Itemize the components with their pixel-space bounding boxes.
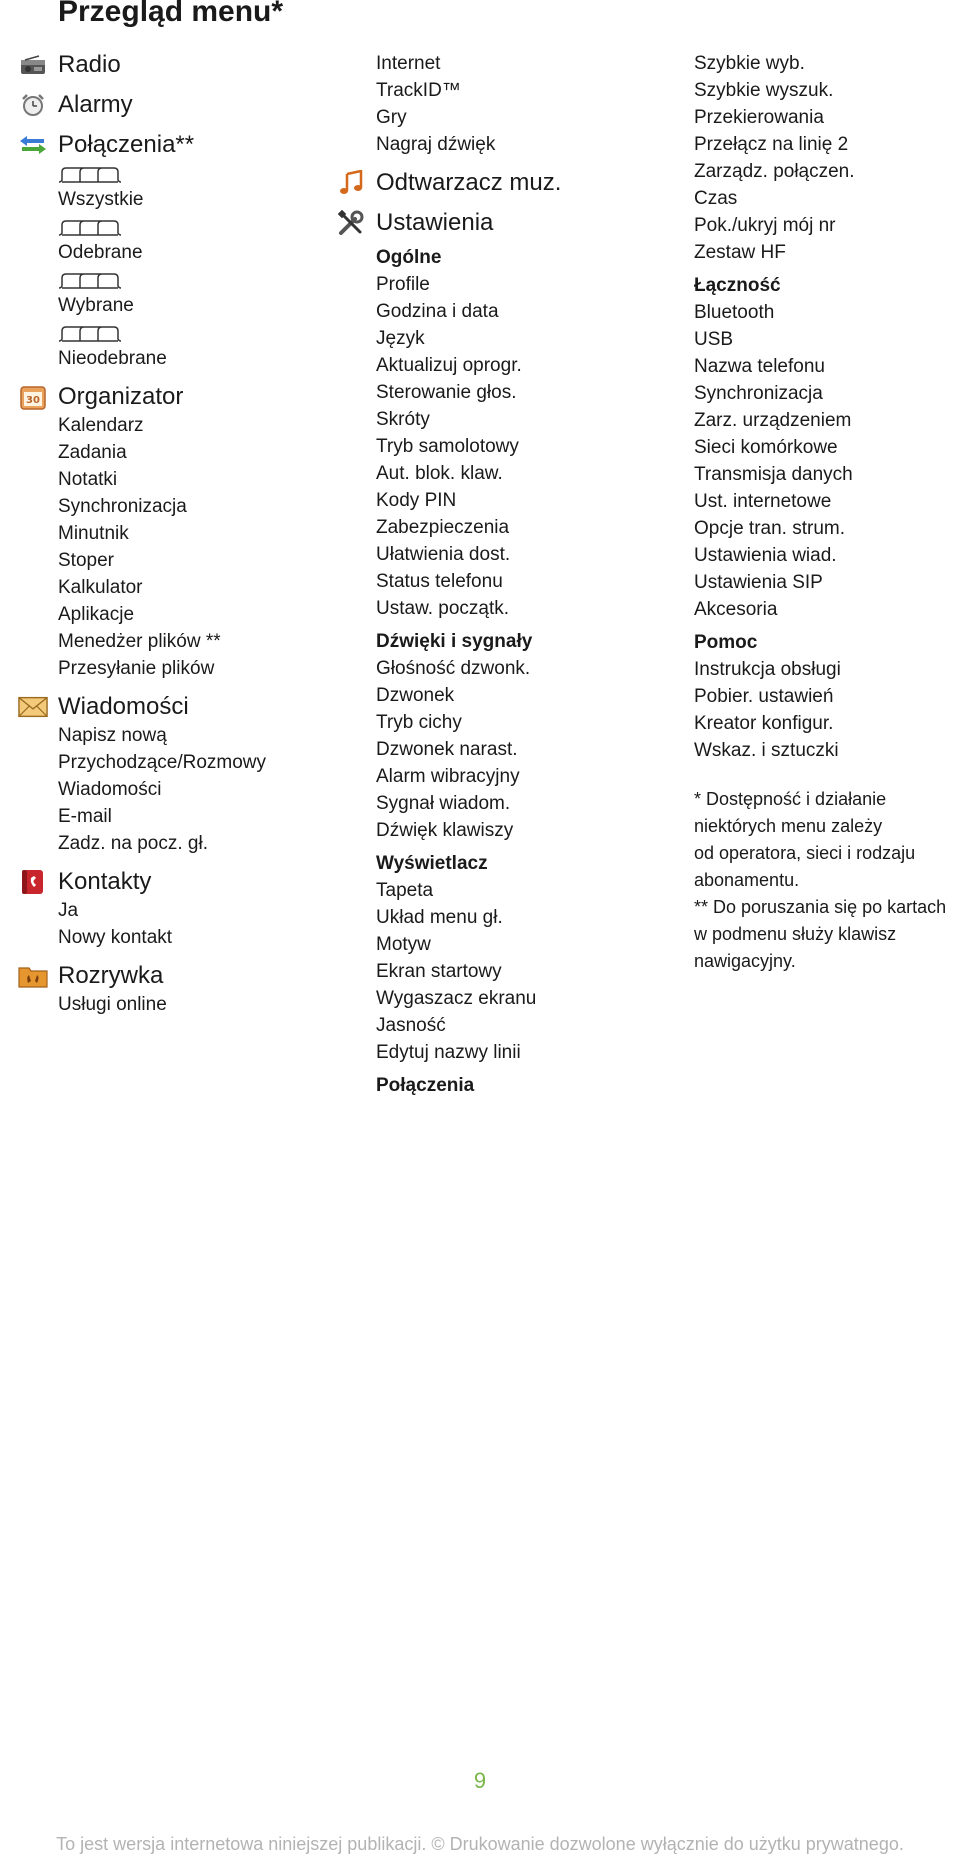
contacts-book-icon xyxy=(18,869,48,895)
messages-item: E-mail xyxy=(58,806,112,827)
music-note-icon xyxy=(336,170,366,196)
sounds-item: Alarm wibracyjny xyxy=(376,766,520,787)
calls-settings-item: Przełącz na linię 2 xyxy=(694,134,849,155)
sounds-item: Dzwonek narast. xyxy=(376,739,518,760)
menu-column-2 xyxy=(376,50,676,1099)
section-settings-title: Ustawienia xyxy=(376,209,494,236)
calls-settings-item: Szybkie wyb. xyxy=(694,53,805,74)
sounds-item: Dźwięk klawiszy xyxy=(376,820,514,841)
general-item: Skróty xyxy=(376,409,430,430)
calls-tab-all: Wszystkie xyxy=(58,189,144,210)
messages-item: Napisz nową xyxy=(58,725,167,746)
section-alarms-title: Alarmy xyxy=(58,91,133,118)
organizer-item: Stoper xyxy=(58,550,114,571)
general-item: Godzina i data xyxy=(376,301,499,322)
calls-settings-item: Pok./ukryj mój nr xyxy=(694,215,836,236)
entertainment-folder-icon xyxy=(18,963,48,989)
subsection-calls: Połączenia xyxy=(376,1075,475,1096)
menu-column-3 xyxy=(694,50,960,975)
contacts-item: Ja xyxy=(58,900,79,921)
connectivity-item: Transmisja danych xyxy=(694,464,853,485)
general-item: Status telefonu xyxy=(376,571,503,592)
display-item: Ekran startowy xyxy=(376,961,502,982)
general-item: Język xyxy=(376,328,425,349)
section-radio-title: Radio xyxy=(58,51,121,78)
organizer-item: Zadania xyxy=(58,442,127,463)
section-radio xyxy=(58,50,358,80)
tools-icon xyxy=(336,210,366,236)
general-item: Aktualizuj oprogr. xyxy=(376,355,522,376)
calls-arrows-icon xyxy=(18,132,48,158)
page-number: 9 xyxy=(473,1768,487,1793)
footnote-line: w podmenu służy klawisz xyxy=(694,924,897,944)
envelope-icon xyxy=(18,694,48,720)
section-messages-title: Wiadomości xyxy=(58,693,189,720)
subsection-general: Ogólne xyxy=(376,247,442,268)
entertainment-item: Gry xyxy=(376,107,407,128)
section-organizer-title: Organizator xyxy=(58,383,184,410)
footnote-line: abonamentu. xyxy=(694,870,800,890)
call-tabs-missed-icon xyxy=(58,325,358,345)
section-music-player xyxy=(376,168,676,198)
display-item: Motyw xyxy=(376,934,431,955)
call-tabs-answered-icon xyxy=(58,219,358,239)
subsection-display: Wyświetlacz xyxy=(376,853,488,874)
sounds-item: Głośność dzwonk. xyxy=(376,658,531,679)
footnote-line: nawigacyjny. xyxy=(694,951,796,971)
general-item: Aut. blok. klaw. xyxy=(376,463,503,484)
calls-settings-item: Szybkie wyszuk. xyxy=(694,80,834,101)
connectivity-item: Synchronizacja xyxy=(694,383,823,404)
display-item: Jasność xyxy=(376,1015,446,1036)
contacts-item: Nowy kontakt xyxy=(58,927,173,948)
calls-settings-item: Zarządz. połączen. xyxy=(694,161,855,182)
footnote-availability xyxy=(694,786,960,975)
connectivity-item: Bluetooth xyxy=(694,302,775,323)
general-item: Zabezpieczenia xyxy=(376,517,510,538)
general-item: Tryb samolotowy xyxy=(376,436,519,457)
general-item: Ułatwienia dost. xyxy=(376,544,511,565)
section-organizer xyxy=(26,382,358,412)
display-item: Tapeta xyxy=(376,880,434,901)
section-calls-title: Połączenia** xyxy=(58,131,195,158)
connectivity-item: Ust. internetowe xyxy=(694,491,832,512)
radio-icon xyxy=(18,52,48,78)
section-calls xyxy=(58,130,358,160)
organizer-item: Synchronizacja xyxy=(58,496,187,517)
connectivity-item: Akcesoria xyxy=(694,599,778,620)
connectivity-item: Sieci komórkowe xyxy=(694,437,838,458)
organizer-item: Kalendarz xyxy=(58,415,144,436)
section-entertainment xyxy=(58,961,358,991)
calls-tab-missed: Nieodebrane xyxy=(58,348,167,369)
organizer-item: Kalkulator xyxy=(58,577,143,598)
help-item: Kreator konfigur. xyxy=(694,713,834,734)
general-item: Ustaw. początk. xyxy=(376,598,510,619)
connectivity-item: Zarz. urządzeniem xyxy=(694,410,852,431)
calls-settings-item: Przekierowania xyxy=(694,107,824,128)
entertainment-item: Internet xyxy=(376,53,441,74)
messages-item: Zadz. na pocz. gł. xyxy=(58,833,208,854)
subsection-sounds: Dźwięki i sygnały xyxy=(376,631,533,652)
organizer-item: Minutnik xyxy=(58,523,129,544)
organizer-item: Menedżer plików ** xyxy=(58,631,221,652)
connectivity-item: Nazwa telefonu xyxy=(694,356,825,377)
sounds-item: Sygnał wiadom. xyxy=(376,793,511,814)
footnote-line: * Dostępność i działanie xyxy=(694,789,887,809)
footer-notice: To jest wersja internetowa niniejszej publikacji. © Drukowanie dozwolone wyłącznie do użytku prywatnego. xyxy=(56,1834,904,1854)
entertainment-item: TrackID™ xyxy=(376,80,461,101)
calls-tab-dialed: Wybrane xyxy=(58,295,134,316)
section-messages xyxy=(58,692,358,722)
menu-column-1 xyxy=(26,50,358,1018)
connectivity-item: USB xyxy=(694,329,734,350)
calls-settings-item: Czas xyxy=(694,188,738,209)
calls-settings-item: Zestaw HF xyxy=(694,242,786,263)
help-item: Instrukcja obsługi xyxy=(694,659,841,680)
sounds-item: Tryb cichy xyxy=(376,712,462,733)
section-contacts-title: Kontakty xyxy=(58,868,152,895)
alarm-clock-icon xyxy=(18,92,48,118)
section-settings xyxy=(376,208,676,238)
general-item: Profile xyxy=(376,274,430,295)
calendar-30-icon xyxy=(18,384,48,410)
general-item: Sterowanie głos. xyxy=(376,382,517,403)
section-contacts xyxy=(58,867,358,897)
organizer-item: Notatki xyxy=(58,469,118,490)
section-music-player-title: Odtwarzacz muz. xyxy=(376,169,562,196)
connectivity-item: Ustawienia wiad. xyxy=(694,545,837,566)
subsection-help: Pomoc xyxy=(694,632,758,653)
footnote-line: ** Do poruszania się po kartach xyxy=(694,897,947,917)
section-entertainment-title: Rozrywka xyxy=(58,962,164,989)
help-item: Wskaz. i sztuczki xyxy=(694,740,839,761)
organizer-item: Przesyłanie plików xyxy=(58,658,215,679)
display-item: Układ menu gł. xyxy=(376,907,503,928)
page-title: Przegląd menu* xyxy=(58,0,284,28)
entertainment-item: Nagraj dźwięk xyxy=(376,134,496,155)
svg-text:30: 30 xyxy=(26,395,40,406)
connectivity-item: Opcje tran. strum. xyxy=(694,518,845,539)
call-tabs-all-icon xyxy=(58,166,358,186)
entertainment-item: Usługi online xyxy=(58,994,167,1015)
messages-item: Wiadomości xyxy=(58,779,162,800)
subsection-connectivity: Łączność xyxy=(694,275,781,296)
display-item: Wygaszacz ekranu xyxy=(376,988,537,1009)
general-item: Kody PIN xyxy=(376,490,457,511)
call-tabs-dialed-icon xyxy=(58,272,358,292)
sounds-item: Dzwonek xyxy=(376,685,455,706)
calls-tab-answered: Odebrane xyxy=(58,242,143,263)
footnote-line: niektórych menu zależy xyxy=(694,816,883,836)
display-item: Edytuj nazwy linii xyxy=(376,1042,521,1063)
organizer-item: Aplikacje xyxy=(58,604,135,625)
section-alarms xyxy=(58,90,358,120)
help-item: Pobier. ustawień xyxy=(694,686,834,707)
messages-item: Przychodzące/Rozmowy xyxy=(58,752,267,773)
footnote-line: od operatora, sieci i rodzaju xyxy=(694,843,916,863)
connectivity-item: Ustawienia SIP xyxy=(694,572,823,593)
